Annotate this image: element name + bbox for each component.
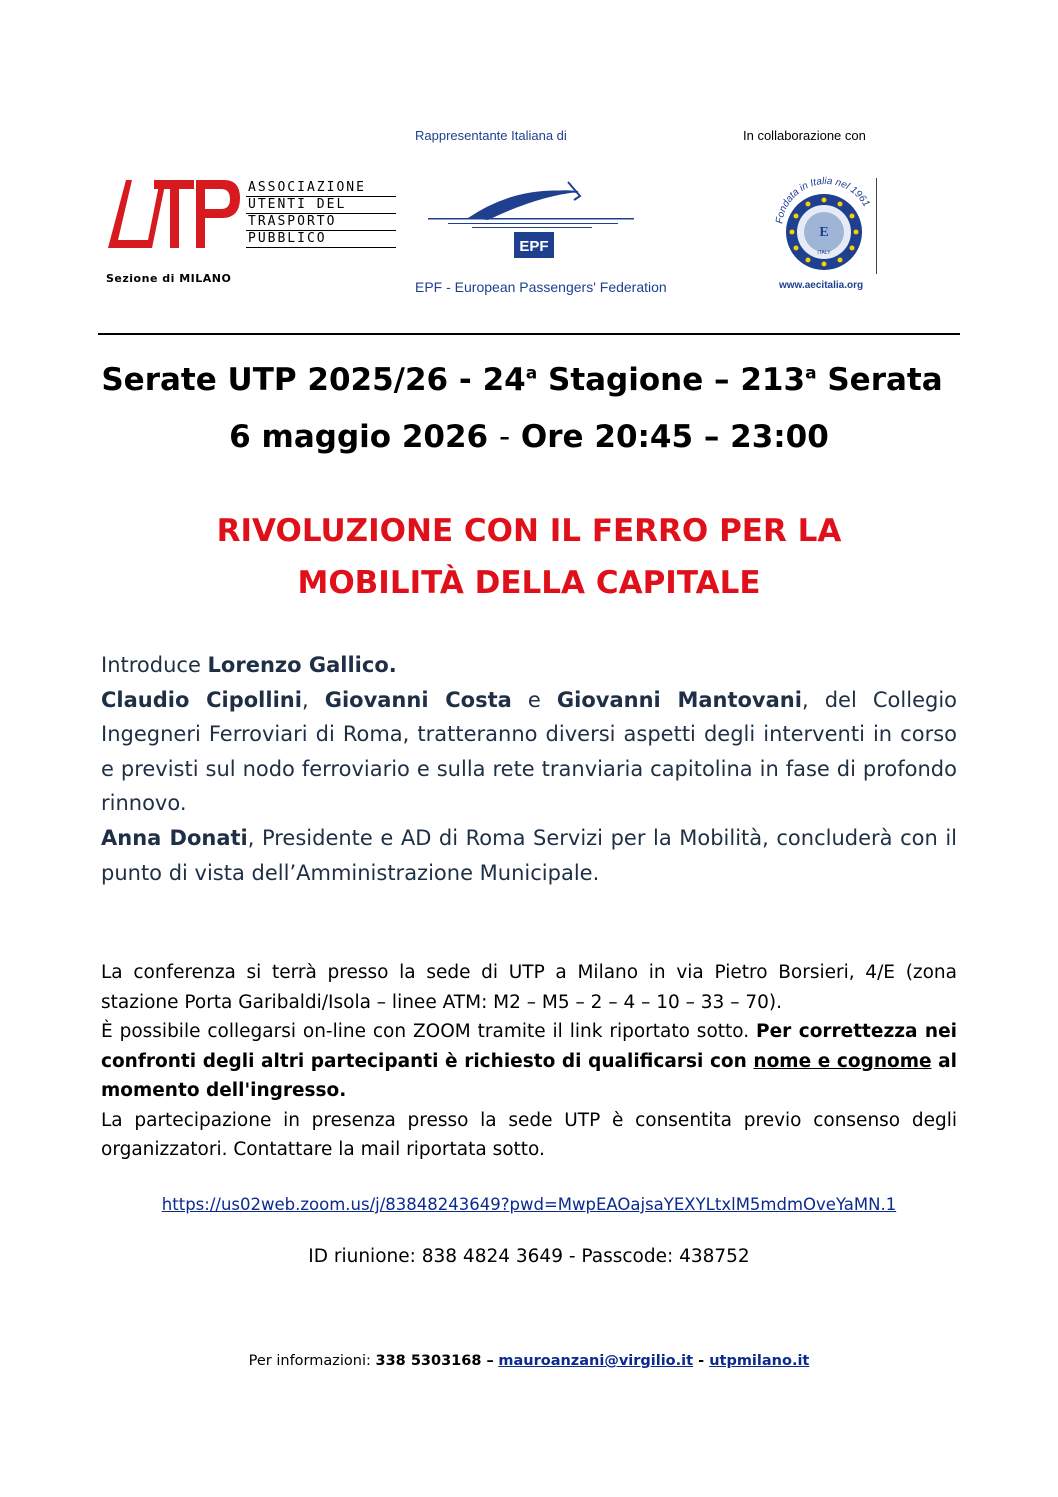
association-line-2: UTENTI DEL	[246, 197, 396, 214]
header-divider	[98, 333, 960, 335]
headline-line-2: MOBILITÀ DELLA CAPITALE	[297, 565, 761, 601]
aeci-country: ITALY	[817, 250, 831, 256]
zoom-instructions: È possibile collegarsi on-line con ZOOM tramite il link riportato sotto. Per correttezza nei confronti degli altri partecipanti è richiesto di qualificarsi con nome e cognome al momento dell'ingresso.	[101, 1021, 957, 1101]
association-name-block	[246, 180, 396, 248]
speakers-paragraph: Claudio Cipollini, Giovanni Costa e Giovanni Mantovani, del Collegio Ingegneri Ferroviari di Roma, tratteranno diversi aspetti degli interventi in corso e previsti sul nodo ferroviario e sulla rete tranviaria capitolina in fase di profondo rinnovo.	[101, 687, 958, 816]
meeting-info: ID riunione: 838 4824 3649 - Passcode: 438752	[308, 1246, 750, 1267]
aeci-arc-text: Fondata in Italia nel 1961	[774, 176, 872, 225]
association-line-1: ASSOCIAZIONE	[246, 180, 396, 197]
footer-label: Per informazioni:	[248, 1353, 376, 1369]
aeci-url: www.aecitalia.org	[779, 280, 864, 291]
footer-website-link[interactable]: utpmilano.it	[709, 1353, 810, 1369]
logistics-section	[101, 958, 957, 1165]
association-line-4: PUBBLICO	[246, 231, 396, 248]
epf-logo-text: EPF	[519, 238, 549, 255]
speakers-section	[101, 648, 957, 890]
closing-paragraph: Anna Donati, Presidente e AD di Roma Servizi per la Mobilità, concluderà con il punto di vista dell’Amministrazione Municipale.	[101, 825, 957, 885]
footer-phone: 338 5303168 –	[375, 1353, 494, 1369]
epf-caption: EPF - European Passengers' Federation	[415, 279, 667, 295]
event-headline	[0, 505, 1058, 609]
event-date: 6 maggio 2026 - Ore 20:45 – 23:00	[229, 419, 829, 455]
zoom-link[interactable]: https://us02web.zoom.us/j/83848243649?pwd=MwpEAOajsaYEXYLtxlM5mdmOveYaMN.1	[161, 1195, 897, 1214]
headline-line-1: RIVOLUZIONE CON IL FERRO PER LA	[216, 513, 842, 549]
footer-email-link[interactable]: mauroanzani@virgilio.it	[498, 1353, 694, 1369]
representative-label: Rappresentante Italiana di	[415, 128, 567, 143]
epf-logo	[428, 174, 638, 266]
utp-logo	[104, 178, 244, 256]
presence-text: La partecipazione in presenza presso la sede UTP è consentita previo consenso degli organizzatori. Contattare la mail riportata sotto.	[101, 1109, 957, 1160]
aeci-logo	[772, 176, 880, 276]
intro-line: Introduce Lorenzo Gallico.	[101, 653, 397, 677]
event-title: Serate UTP 2025/26 - 24$^a$ Stagione – 213$^a$ Serata	[101, 362, 943, 398]
section-label: Sezione di MILANO	[106, 272, 232, 285]
svg-text:E: E	[819, 225, 829, 240]
footer-contacts: Per informazioni: 338 5303168 – mauroanzani@virgilio.it - utpmilano.it	[248, 1353, 810, 1369]
venue-text: La conferenza si terrà presso la sede di UTP a Milano in via Pietro Borsieri, 4/E (zona stazione Porta Garibaldi/Isola – linee ATM: M2 – M5 – 2 – 4 – 10 – 33 – 70).	[101, 962, 957, 1013]
collaboration-label: In collaborazione con	[743, 128, 866, 143]
association-line-3: TRASPORTO	[246, 214, 396, 231]
